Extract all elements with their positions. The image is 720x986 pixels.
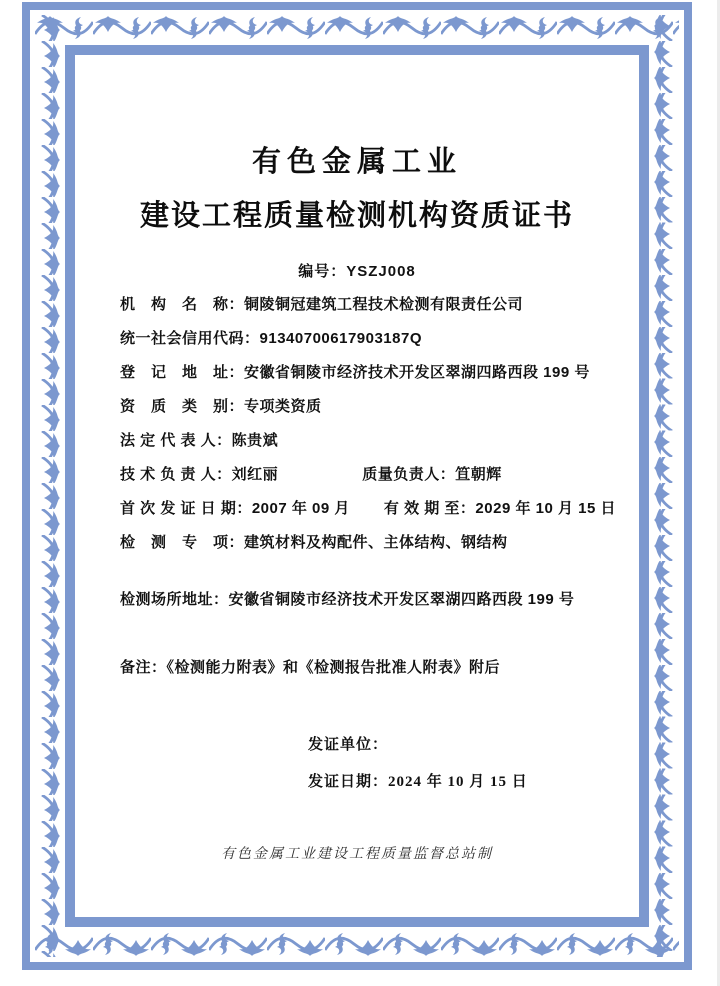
certificate-content <box>75 55 639 917</box>
field-row-qualification-category <box>120 390 639 424</box>
field-row-testing-site-address <box>75 583 639 617</box>
field-label-quality-director: 质量负责人： <box>362 466 456 483</box>
issue-date-row <box>75 770 639 794</box>
field-value-valid-until: 2029 年 10 月 15 日 <box>475 500 616 517</box>
field-row-first-issue-date <box>120 492 639 526</box>
field-value-quality-director: 笪朝辉 <box>455 466 502 483</box>
field-label: 检 测 专 项： <box>120 534 245 551</box>
serial-number-value: YSZJ008 <box>346 263 416 280</box>
certificate-title-line1: 有色金属工业 <box>251 146 462 178</box>
field-label-valid-until: 有 效 期 至： <box>383 500 476 517</box>
field-row-registered-address <box>120 356 639 390</box>
serial-number-label: 编号： <box>298 263 347 280</box>
field-row-legal-representative <box>120 424 639 458</box>
field-value: 安徽省铜陵市经济技术开发区翠湖四路西段 199 号 <box>228 591 575 608</box>
issue-date-value: 2024 年 10 月 15 日 <box>388 774 528 790</box>
field-value: 建筑材料及构配件、主体结构、钢结构 <box>244 534 508 551</box>
issuing-unit-row <box>75 733 639 757</box>
field-label: 首 次 发 证 日 期： <box>120 500 252 517</box>
field-row-org-name <box>120 288 639 322</box>
field-label: 资 质 类 别： <box>120 398 245 415</box>
field-row-inspection-specialties <box>120 526 639 560</box>
field-value: 专项类资质 <box>244 398 322 415</box>
field-value: 安徽省铜陵市经济技术开发区翠湖四路西段 199 号 <box>244 364 590 381</box>
remark-row: 备注：《检测能力附表》和《检测报告批准人附表》附后 <box>120 659 501 676</box>
issue-date-label: 发证日期： <box>308 773 389 790</box>
field-value: 91340700617903187Q <box>259 330 423 347</box>
border-scroll-pattern-right <box>653 15 679 957</box>
field-label: 法 定 代 表 人： <box>120 432 232 449</box>
field-label: 登 记 地 址： <box>120 364 245 381</box>
field-value: 刘红丽 <box>231 466 279 483</box>
field-rows <box>75 288 639 560</box>
field-row-technical-director <box>120 458 639 492</box>
certificate-title-line2: 建设工程质量检测机构资质证书 <box>139 200 574 232</box>
border-scroll-pattern-left <box>35 15 61 957</box>
field-value: 2007 年 09 月 <box>251 500 350 517</box>
field-label: 机 构 名 称： <box>120 296 245 313</box>
field-label: 统一社会信用代码： <box>120 330 260 347</box>
field-value: 陈贵斌 <box>231 432 279 449</box>
field-label: 技 术 负 责 人： <box>120 466 232 483</box>
issuing-authority-footer: 有色金属工业建设工程质量监督总站制 <box>221 847 493 862</box>
border-scroll-pattern-top <box>35 15 679 41</box>
field-row-credit-code <box>120 322 639 356</box>
border-scroll-pattern-bottom <box>35 931 679 957</box>
field-value: 铜陵铜冠建筑工程技术检测有限责任公司 <box>244 296 524 313</box>
serial-number-row <box>75 261 639 283</box>
field-label: 检测场所地址： <box>120 591 229 608</box>
issuing-unit-label: 发证单位： <box>308 736 389 753</box>
